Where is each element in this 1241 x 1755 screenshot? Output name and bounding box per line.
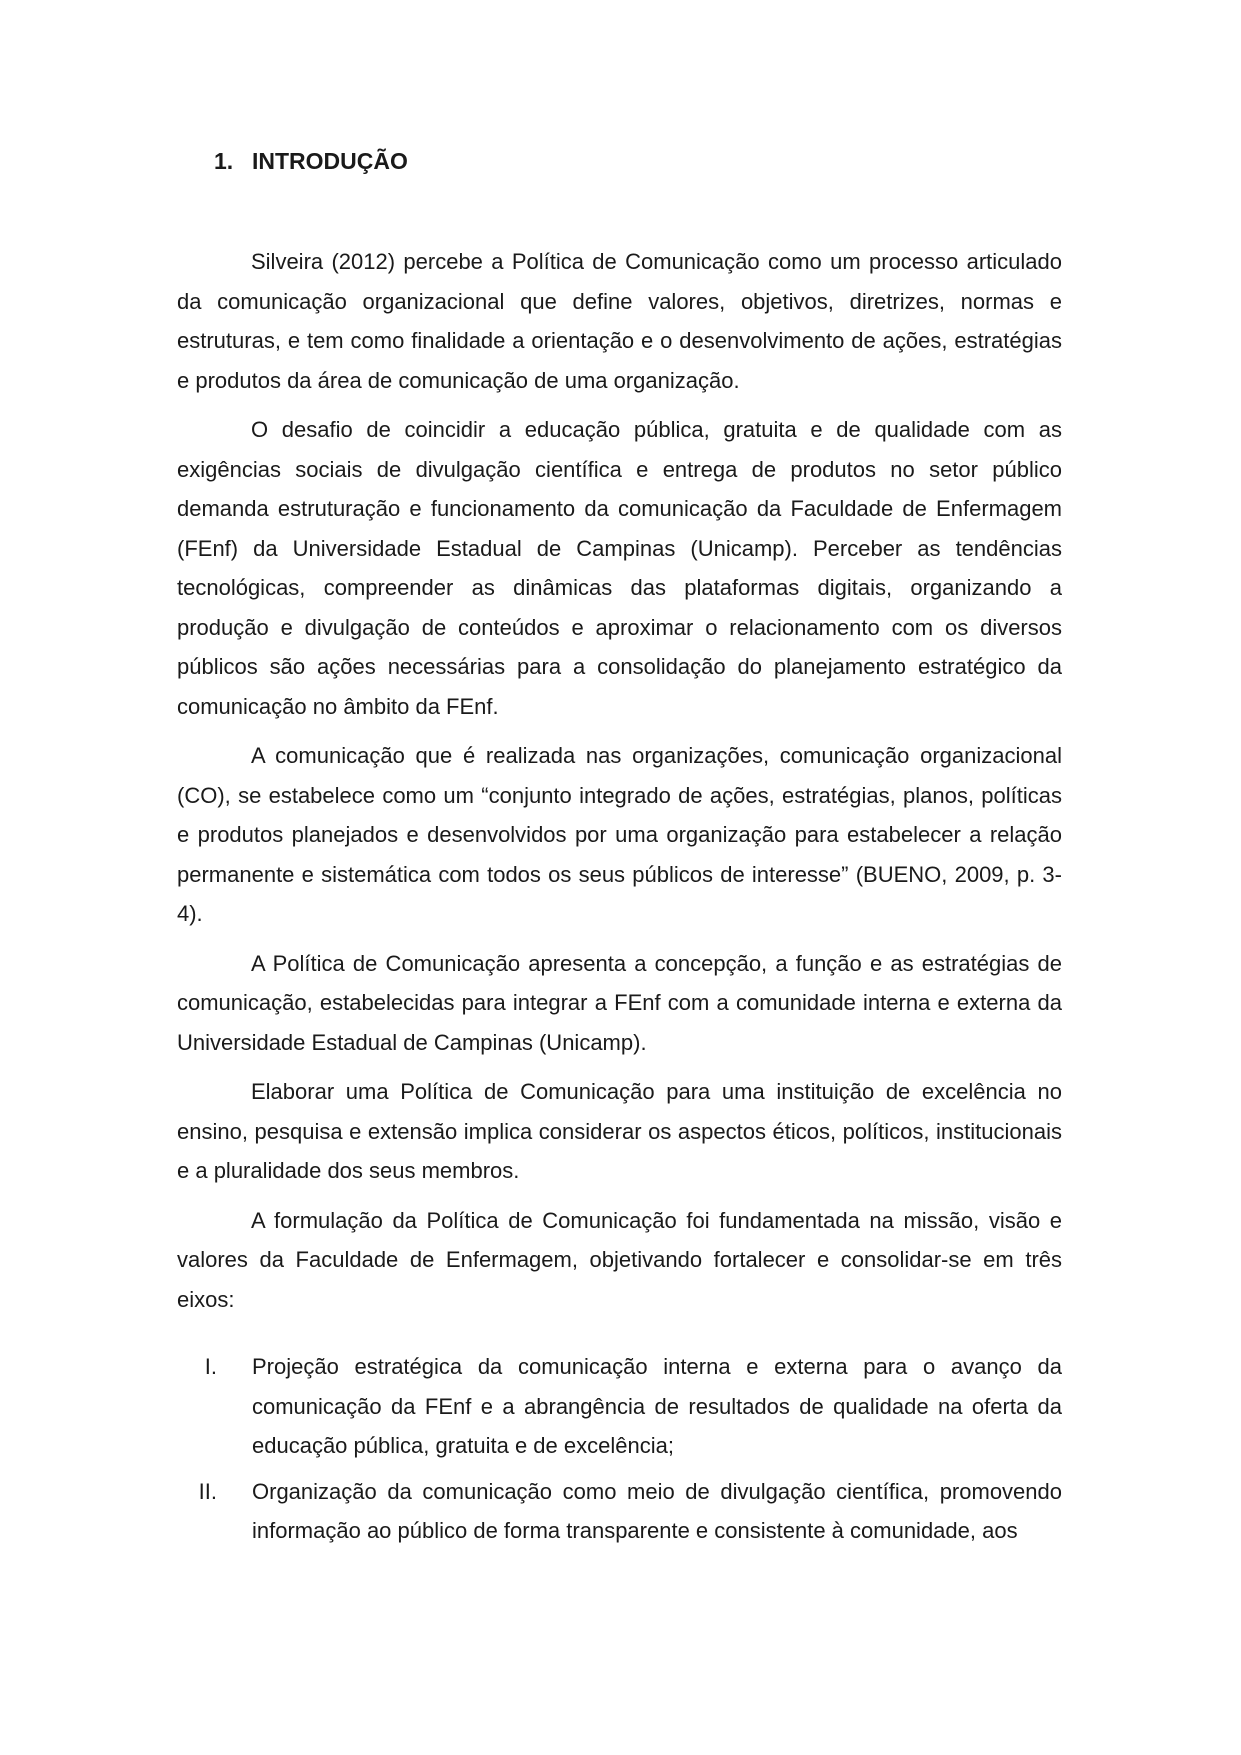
list-marker: I.	[204, 1354, 217, 1379]
section-heading	[214, 146, 408, 176]
list-item	[177, 1472, 1062, 1551]
axes-list	[177, 1347, 1062, 1557]
paragraph: O desafio de coincidir a educação pública, gratuita e de qualidade com as exigências sociais de divulgação científica e entrega de produtos no setor público demanda estruturação e funcionamento da comunicação da Faculdade de Enfermagem (FEnf) da Universidade Estadual de Campinas (Unicamp). Perceber as tendências tecnológicas, compreender as dinâmicas das plataformas digitais, organizando a produção e divulgação de conteúdos e aproximar o relacionamento com os diversos públicos são ações necessárias para a consolidação do planejamento estratégico da comunicação no âmbito da FEnf.	[177, 417, 1062, 719]
list-marker: II.	[198, 1478, 217, 1504]
paragraph: A Política de Comunicação apresenta a concepção, a função e as estratégias de comunicação, estabelecidas para integrar a FEnf com a comunidade interna e externa da Universidade Estadual de Campinas (Unicamp).	[177, 950, 1062, 1055]
section-title: INTRODUÇÃO	[252, 148, 408, 174]
paragraph: Elaborar uma Política de Comunicação para uma instituição de excelência no ensino, pesquisa e extensão implica considerar os aspectos éticos, políticos, institucionais e a pluralidade dos seus membros.	[177, 1079, 1062, 1183]
paragraph: Silveira (2012) percebe a Política de Comunicação como um processo articulado da comunicação organizacional que define valores, objetivos, diretrizes, normas e estruturas, e tem como finalidade a orientação e o desenvolvimento de ações, estratégias e produtos da área de comunicação de uma organização.	[177, 249, 1062, 393]
list-item-text: Organização da comunicação como meio de divulgação científica, promovendo informação ao público de forma transparente e consistente à comunidade, aos	[252, 1478, 1062, 1543]
list-item	[177, 1347, 1062, 1466]
list-item-text: Projeção estratégica da comunicação interna e externa para o avanço da comunicação da FEnf e a abrangência de resultados de qualidade na oferta da educação pública, gratuita e de excelência;	[252, 1354, 1062, 1458]
paragraph: A formulação da Política de Comunicação foi fundamentada na missão, visão e valores da Faculdade de Enfermagem, objetivando fortalecer e consolidar-se em três eixos:	[177, 1207, 1062, 1312]
paragraph: A comunicação que é realizada nas organizações, comunicação organizacional (CO), se estabelece como um “conjunto integrado de ações, estratégias, planos, políticas e produtos planejados e desenvolvidos por uma organização para estabelecer a relação permanente e sistemática com todos os seus públicos de interesse” (BUENO, 2009, p. 3-4).	[177, 743, 1062, 926]
body-text	[177, 242, 1062, 1329]
section-number: 1.	[214, 148, 234, 174]
